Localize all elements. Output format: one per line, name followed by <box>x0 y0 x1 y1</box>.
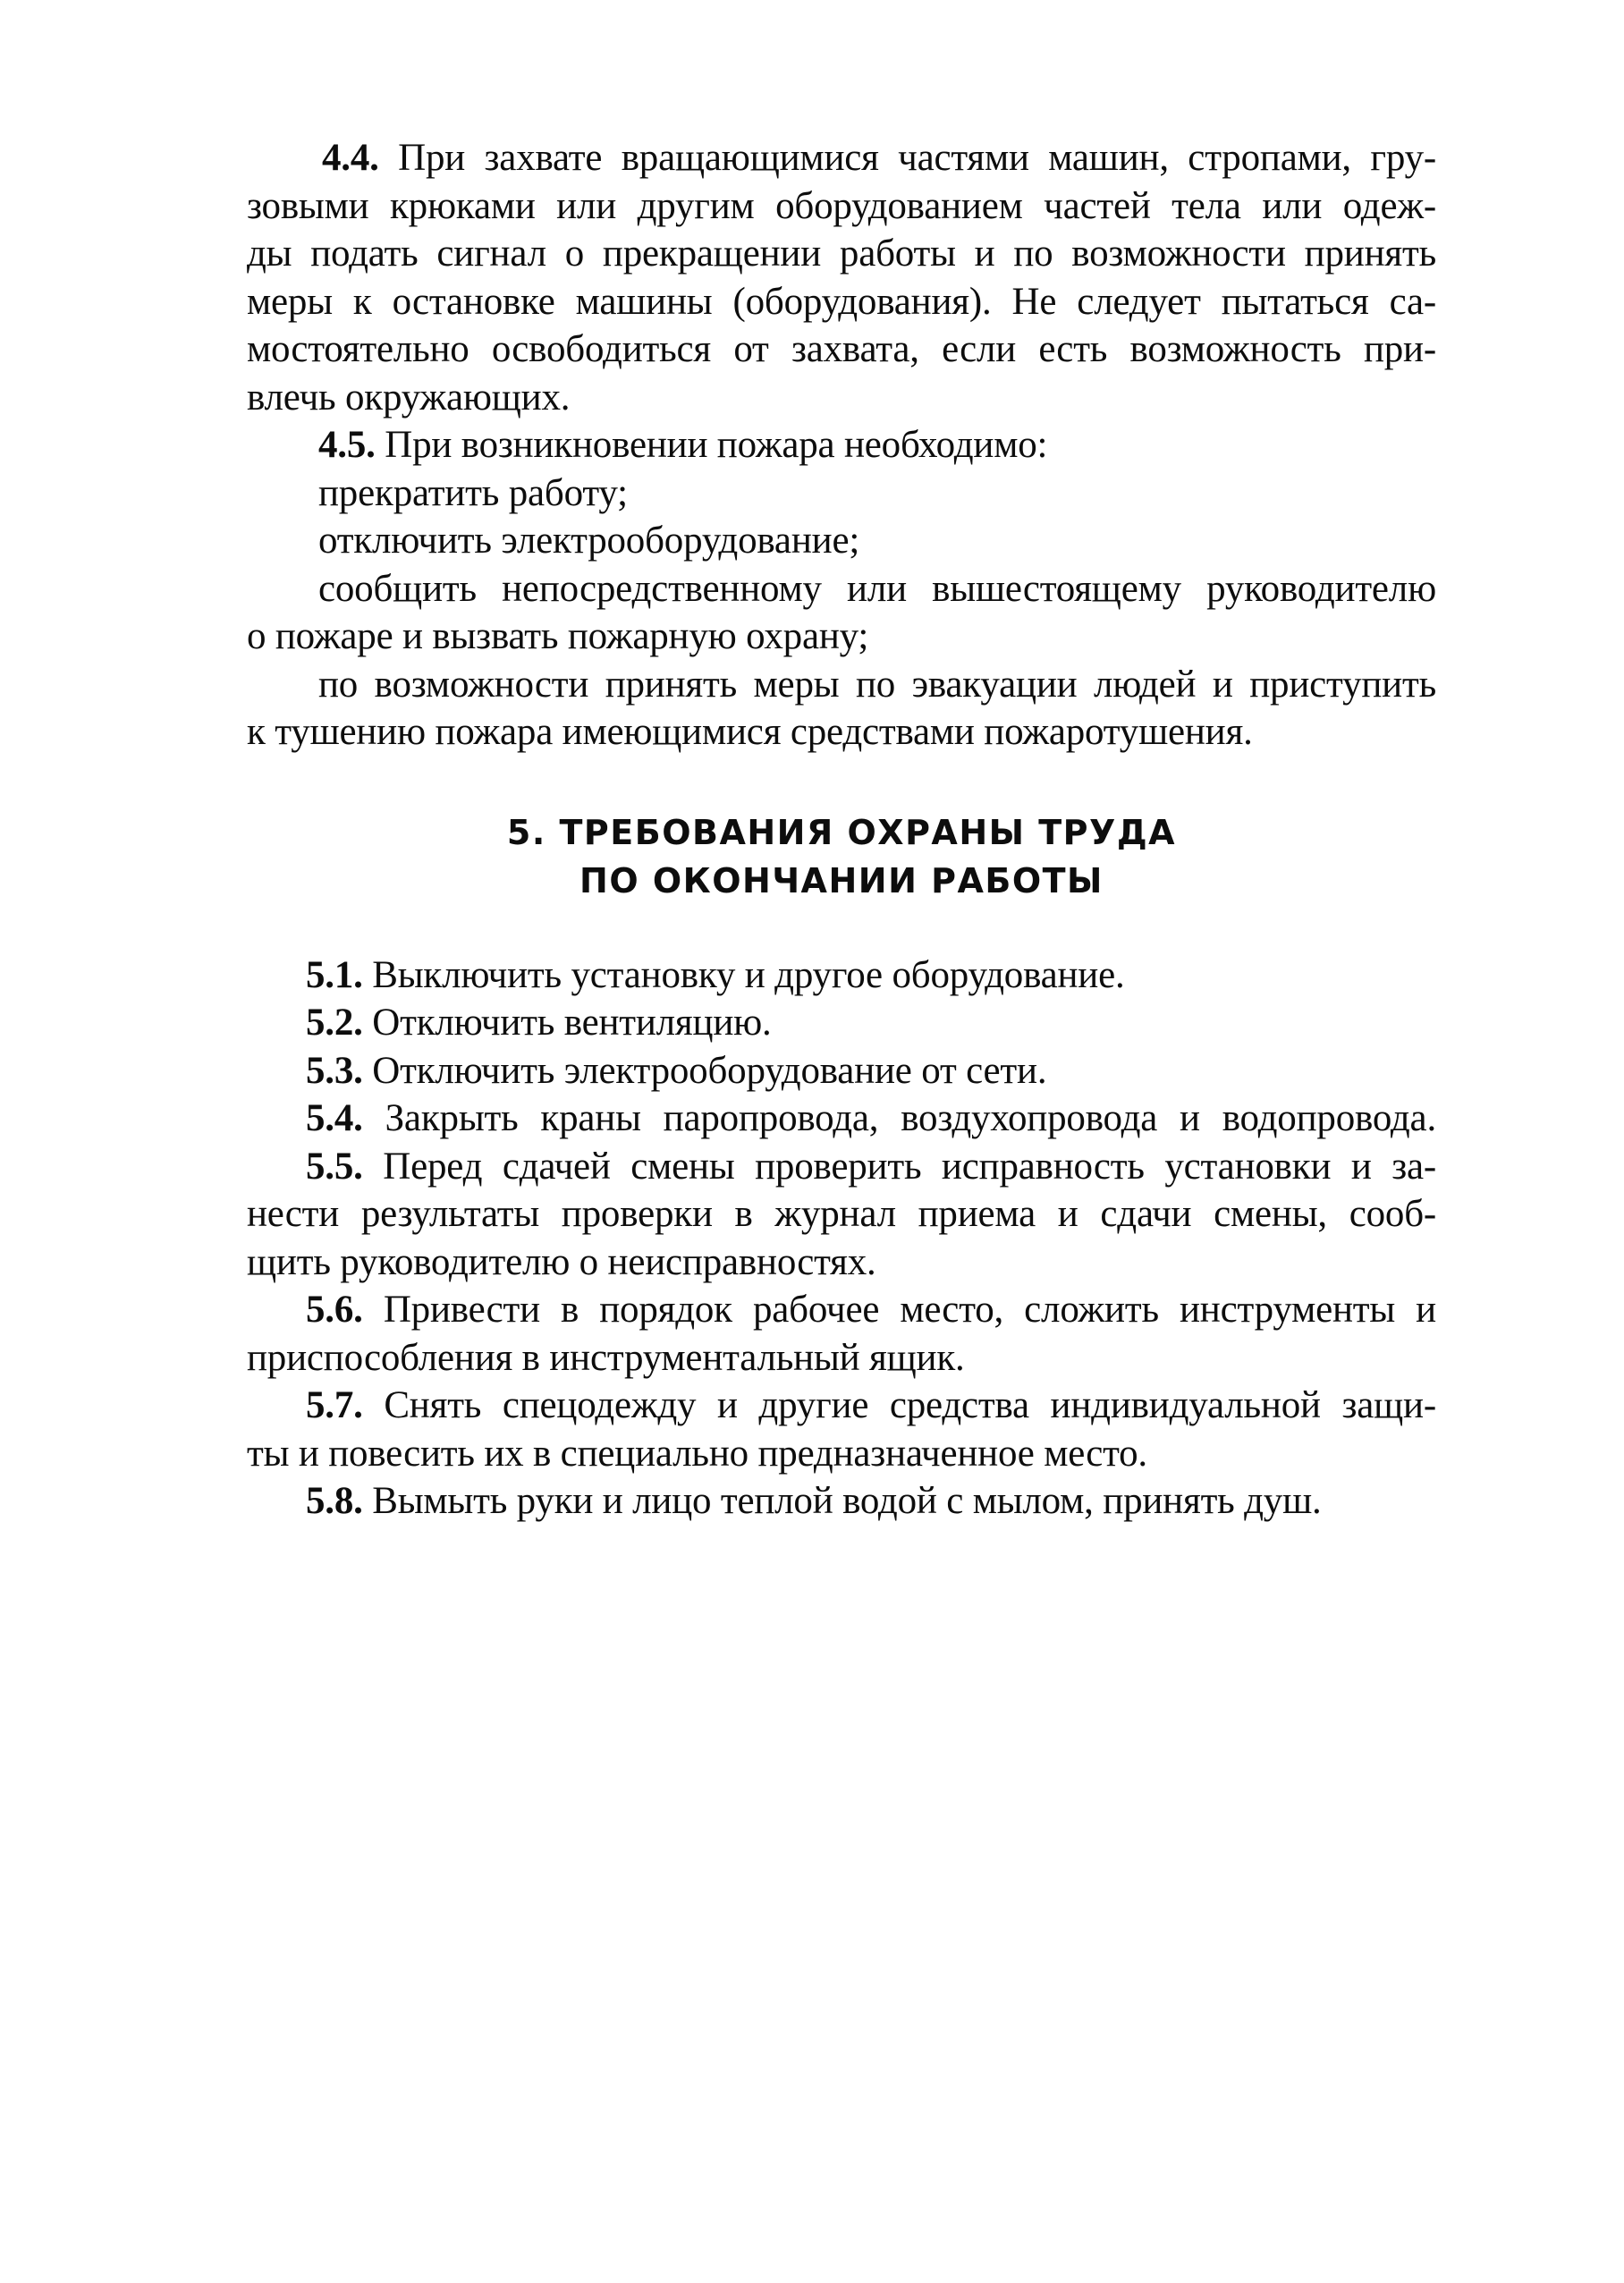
paragraph-line: влечь окружающих. <box>247 376 571 419</box>
paragraph-text: Отключить вентиляцию. <box>362 1002 772 1044</box>
clause-number: 5.2. <box>306 1002 363 1044</box>
clause-number: 5.7. <box>306 1384 363 1426</box>
paragraph-text: Вымыть руки и лицо теплой водой с мылом, принять душ. <box>362 1480 1322 1522</box>
paragraph-line <box>247 134 1436 182</box>
paragraph-line: зовыми крюками или другим оборудованием частей тела или одеж- <box>247 184 1436 227</box>
section-heading-line: ПО ОКОНЧАНИИ РАБОТЫ <box>579 860 1104 901</box>
paragraph-5-4 <box>247 1095 1436 1143</box>
paragraph-line <box>247 421 1436 469</box>
paragraph-text: Отключить электрооборудование от сети. <box>362 1049 1047 1092</box>
list-item: по возможности принять меры по эвакуации людей и приступить <box>318 663 1436 706</box>
paragraph-line: ды подать сигнал о прекращении работы и по возможности принять <box>247 233 1436 275</box>
paragraph-text: При захвате вращающимися частями машин, стропами, гру- <box>378 137 1436 179</box>
clause-number: 5.3. <box>306 1049 363 1092</box>
list-item-continuation: о пожаре и вызвать пожарную охрану; <box>247 615 869 657</box>
paragraph-text: Снять спецодежду и другие средства индивидуальной защи- <box>362 1384 1436 1426</box>
paragraph-line: ты и повесить их в специально предназначенное место. <box>247 1432 1147 1475</box>
clause-number: 5.6. <box>306 1289 363 1331</box>
clause-number: 5.4. <box>306 1097 363 1139</box>
paragraph-line: щить руководителю о неисправностях. <box>247 1240 876 1283</box>
section-heading-line: 5. ТРЕБОВАНИЯ ОХРАНЫ ТРУДА <box>506 812 1177 852</box>
clause-number: 5.8. <box>306 1480 363 1522</box>
paragraph-line: нести результаты проверки в журнал приема и сдачи смены, сооб- <box>247 1193 1436 1235</box>
paragraph-line <box>247 1382 1436 1430</box>
paragraph-4-4 <box>247 134 1436 421</box>
page-content <box>247 134 1436 1526</box>
section-heading <box>247 808 1436 905</box>
paragraph-line <box>247 1286 1436 1334</box>
paragraph-5-8 <box>247 1477 1436 1526</box>
paragraph-line: меры к остановке машины (оборудования). Не следует пытаться са- <box>247 280 1436 323</box>
clause-number: 4.4. <box>322 137 379 179</box>
list-item: прекратить работу; <box>318 471 628 514</box>
paragraph-5-3 <box>247 1047 1436 1095</box>
paragraph-line: мостоятельно освободиться от захвата, если есть возможность при- <box>247 328 1436 370</box>
clause-number: 5.5. <box>306 1145 363 1188</box>
paragraph-text: Выключить установку и другое оборудование. <box>362 953 1125 996</box>
paragraph-line <box>247 1143 1436 1191</box>
paragraph-5-6 <box>247 1286 1436 1382</box>
paragraph-5-2 <box>247 999 1436 1047</box>
paragraph-text: Перед сдачей смены проверить исправность установки и за- <box>362 1145 1436 1188</box>
paragraph-4-5 <box>247 421 1436 757</box>
paragraph-text: При возникновении пожара необходимо: <box>375 424 1048 466</box>
paragraph-text: Привести в порядок рабочее место, сложить инструменты и <box>362 1289 1436 1331</box>
clause-number: 4.5. <box>318 424 376 466</box>
paragraph-5-1 <box>247 951 1436 1000</box>
section-5-body <box>247 951 1436 1526</box>
list-item-continuation: к тушению пожара имеющимися средствами пожаротушения. <box>247 711 1253 753</box>
clause-number: 5.1. <box>306 953 363 996</box>
paragraph-5-5 <box>247 1143 1436 1287</box>
paragraph-5-7 <box>247 1382 1436 1477</box>
paragraph-text: Закрыть краны паропровода, воздухопровода и водопровода. <box>362 1097 1436 1139</box>
list-item: сообщить непосредственному или вышестоящему руководителю <box>318 567 1436 610</box>
paragraph-line: приспособления в инструментальный ящик. <box>247 1336 965 1379</box>
list-item: отключить электрооборудование; <box>318 520 860 562</box>
